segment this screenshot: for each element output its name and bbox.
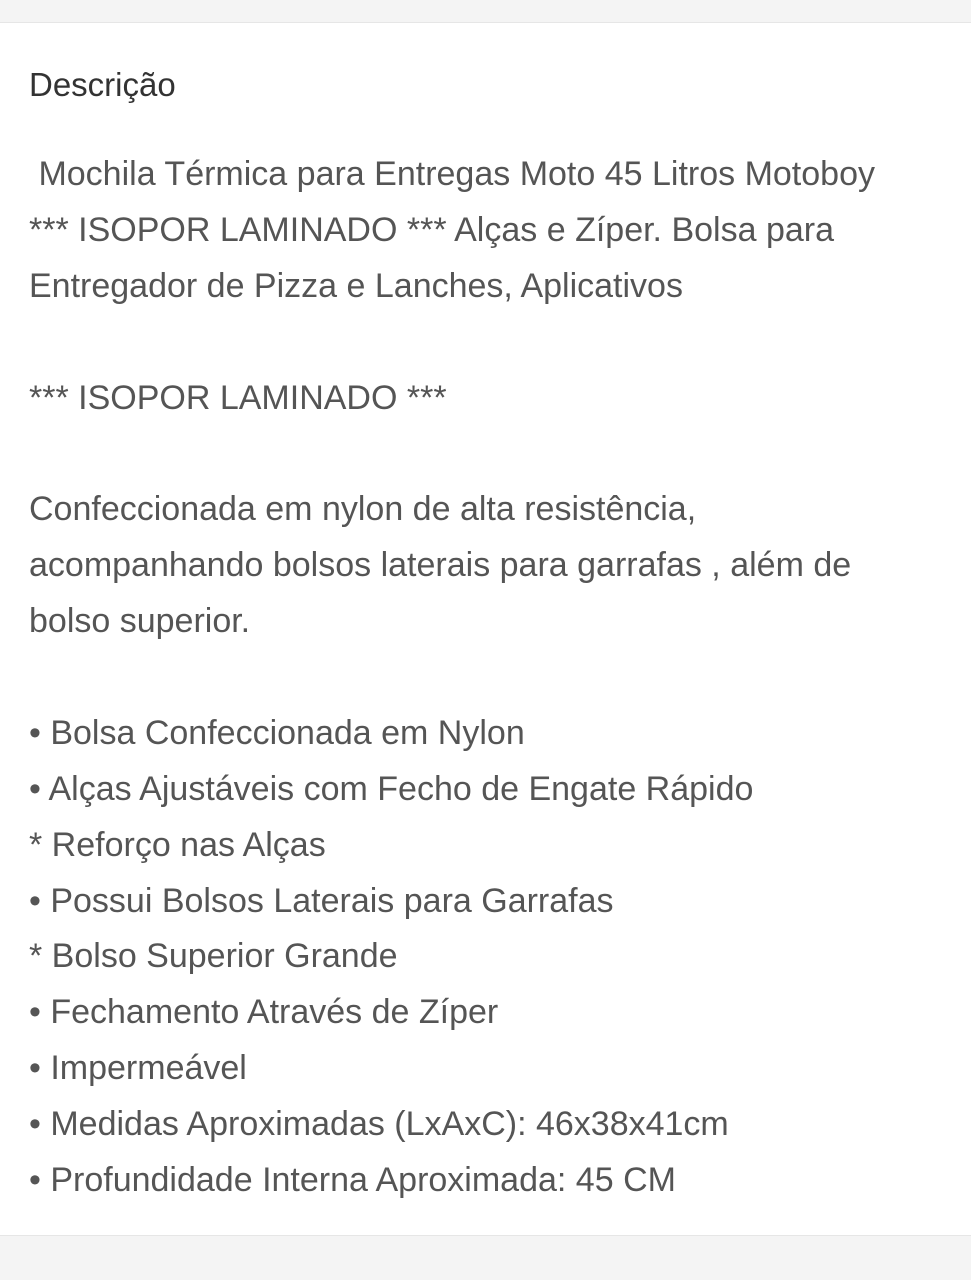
feature-list-item: • Bolsa Confeccionada em Nylon (29, 713, 525, 752)
blank-line (29, 426, 959, 482)
feature-list-item: • Medidas Aproximadas (LxAxC): 46x38x41cm (29, 1105, 729, 1144)
description-line: acompanhando bolsos laterais para garrafas , além de (29, 546, 852, 585)
description-line: bolso superior. (29, 602, 251, 641)
blank-line (29, 650, 959, 706)
feature-list-item: • Profundidade Interna Aproximada: 45 CM (29, 1161, 676, 1200)
feature-list-item: • Alças Ajustáveis com Fecho de Engate Rápido (29, 769, 754, 808)
feature-list-item: * Reforço nas Alças (29, 825, 326, 864)
description-line: Entregador de Pizza e Lanches, Aplicativos (29, 266, 683, 305)
section-title: Descrição (29, 66, 176, 103)
feature-list-item: • Fechamento Através de Zíper (29, 993, 499, 1032)
description-line: *** ISOPOR LAMINADO *** Alças e Zíper. Bolsa para (29, 210, 834, 249)
description-card (0, 22, 971, 1236)
description-line: *** ISOPOR LAMINADO *** (29, 378, 447, 417)
description-text (29, 147, 959, 1209)
description-line: Mochila Térmica para Entregas Moto 45 Litros Motoboy (29, 155, 875, 193)
blank-line (29, 315, 959, 371)
description-line: Confeccionada em nylon de alta resistência, (29, 490, 697, 529)
feature-list-item: • Possui Bolsos Laterais para Garrafas (29, 881, 614, 920)
feature-list-item: * Bolso Superior Grande (29, 937, 398, 976)
feature-list-item: • Impermeável (29, 1049, 247, 1088)
